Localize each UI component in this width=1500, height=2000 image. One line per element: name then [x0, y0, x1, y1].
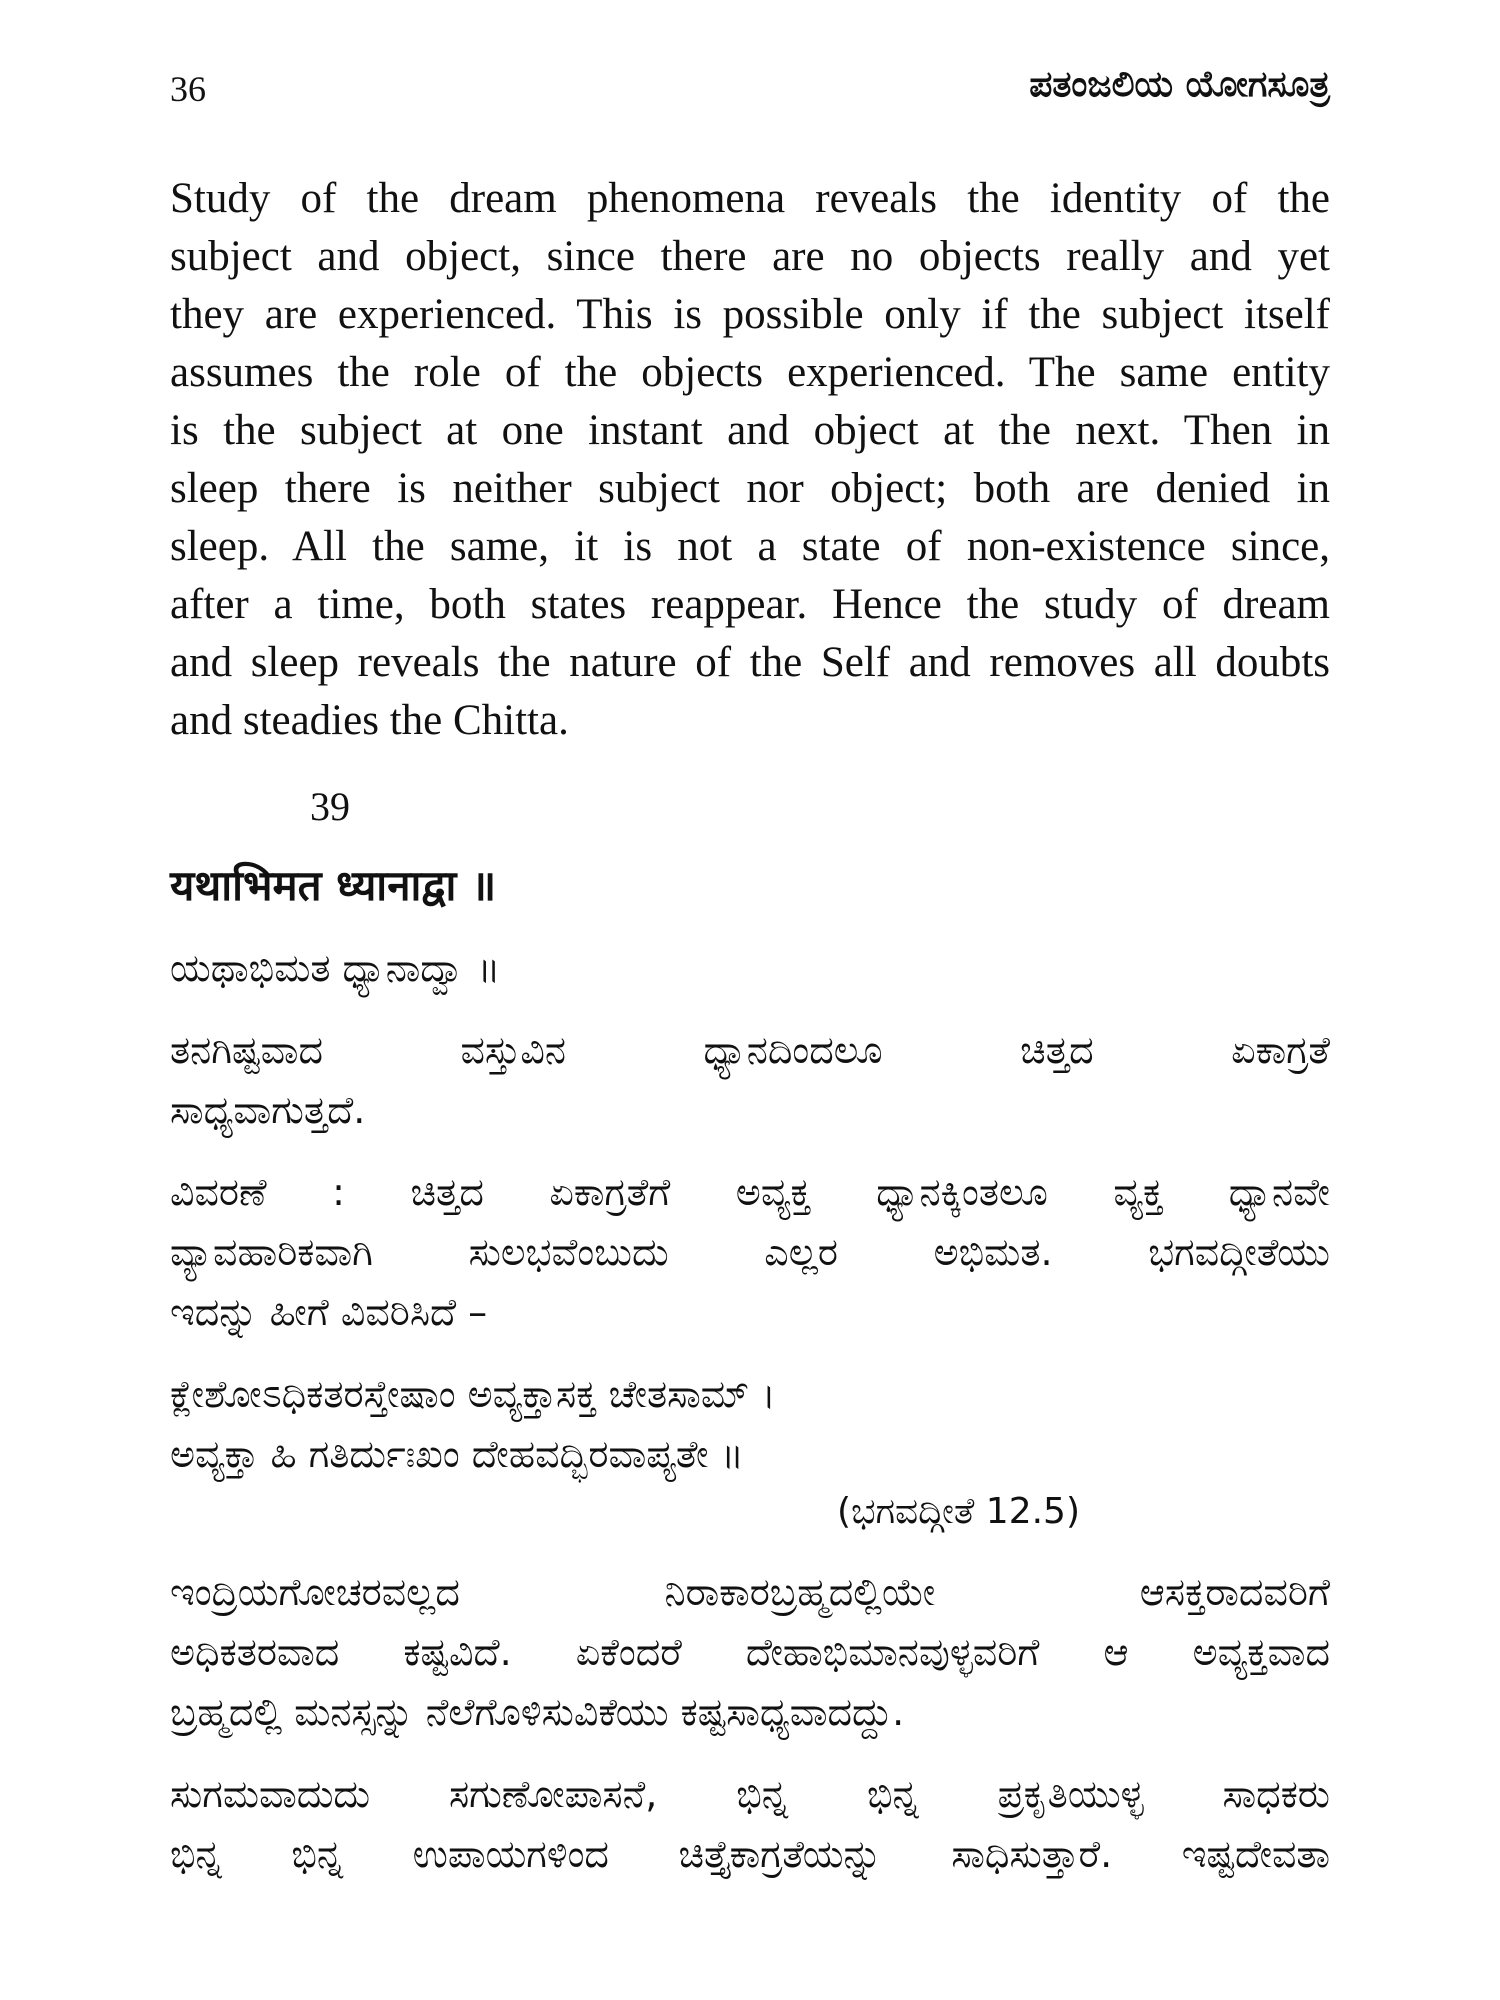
text-line: ತನಗಿಷ್ಟವಾದ ವಸ್ತುವಿನ ಧ್ಯಾನದಿಂದಲೂ ಚಿತ್ತದ ಏಕಾಗ್ರತೆ — [170, 1028, 1330, 1072]
text-line: sleep. All the same, it is not a state of non-existence since, — [170, 523, 1330, 570]
text-line: Study of the dream phenomena reveals the identity of the — [170, 175, 1330, 222]
text-line: ಬ್ರಹ್ಮದಲ್ಲಿ ಮನಸ್ಸನ್ನು ನೆಲೆಗೊಳಿಸುವಿಕೆಯು ಕಷ್ಟಸಾಧ್ಯವಾದದ್ದು. — [170, 1690, 905, 1734]
text-line: subject and object, since there are no objects really and yet — [170, 233, 1330, 280]
text-line: ಯಥಾಭಿಮತ ಧ್ಯಾನಾದ್ವಾ ॥ — [170, 946, 501, 990]
text-line: they are experienced. This is possible only if the subject itself — [170, 291, 1330, 338]
text-line: is the subject at one instant and object at the next. Then in — [170, 407, 1330, 454]
intro-paragraph — [170, 170, 1330, 750]
text-line: ಇದನ್ನು ಹೀಗೆ ವಿವರಿಸಿದೆ – — [170, 1290, 488, 1334]
text-line: ಸುಗಮವಾದುದು ಸಗುಣೋಪಾಸನೆ, ಭಿನ್ನ ಭಿನ್ನ ಪ್ರಕೃತಿಯುಳ್ಳ ಸಾಧಕರು — [170, 1772, 1330, 1816]
text-line: assumes the role of the objects experienced. The same entity — [170, 349, 1330, 396]
text-line: ವ್ಯಾವಹಾರಿಕವಾಗಿ ಸುಲಭವೆಂಬುದು ಎಲ್ಲರ ಅಭಿಮತ. ಭಗವದ್ಗೀತೆಯು — [170, 1230, 1330, 1274]
page-number: 36 — [170, 69, 206, 109]
sutra-number: 39 — [310, 784, 350, 829]
text-line: ವಿವರಣೆ : ಚಿತ್ತದ ಏಕಾಗ್ರತೆಗೆ ಅವ್ಯಕ್ತ ಧ್ಯಾನಕ್ಕಿಂತಲೂ ವ್ಯಕ್ತ ಧ್ಯಾನವೇ — [170, 1170, 1330, 1214]
running-title: ಪತಂಜಲಿಯ ಯೋಗಸೂತ್ರ — [1029, 64, 1330, 105]
verse-line: ಅವ್ಯಕ್ತಾ ಹಿ ಗತಿರ್ದುಃಖಂ ದೇಹವದ್ಭಿರವಾಪ್ಯತೇ ॥ — [170, 1432, 744, 1476]
text-line: ಸಾಧ್ಯವಾಗುತ್ತದೆ. — [170, 1088, 366, 1132]
verse-line: ಕ್ಲೇಶೋಽಧಿಕತರಸ್ತೇಷಾಂ ಅವ್ಯಕ್ತಾಸಕ್ತ ಚೇತಸಾಮ್ । — [170, 1372, 776, 1416]
paragraph-3 — [170, 1764, 1330, 1884]
sutra-meaning — [170, 1020, 1330, 1140]
text-line: sleep there is neither subject nor object; both are denied in — [170, 465, 1330, 512]
text-line: and sleep reveals the nature of the Self and removes all doubts — [170, 639, 1330, 686]
commentary-paragraph — [170, 1162, 1330, 1342]
text-line: ಅಧಿಕತರವಾದ ಕಷ್ಟವಿದೆ. ಏಕೆಂದರೆ ದೇಹಾಭಿಮಾನವುಳ್ಳವರಿಗೆ ಆ ಅವ್ಯಕ್ತವಾದ — [170, 1630, 1330, 1674]
text-line: and steadies the Chitta. — [170, 697, 569, 744]
text-line: after a time, both states reappear. Hence the study of dream — [170, 581, 1330, 628]
gita-verse — [170, 1364, 1330, 1484]
page-header — [170, 60, 1330, 130]
sutra-devanagari: यथाभिमत ध्यानाद्वा ॥ — [170, 861, 497, 910]
sutra-kannada — [170, 938, 1330, 998]
text-line: ಭಿನ್ನ ಭಿನ್ನ ಉಪಾಯಗಳಿಂದ ಚಿತ್ತೈಕಾಗ್ರತೆಯನ್ನು ಸಾಧಿಸುತ್ತಾರೆ. ಇಷ್ಟದೇವತಾ — [170, 1832, 1330, 1876]
book-page — [170, 60, 1330, 1884]
verse-citation: (ಭಗವದ್ಗೀತೆ 12.5) — [836, 1491, 1080, 1532]
text-line: ಇಂದ್ರಿಯಗೋಚರವಲ್ಲದ ನಿರಾಕಾರಬ್ರಹ್ಮದಲ್ಲಿಯೇ ಆಸಕ್ತರಾದವರಿಗೆ — [170, 1570, 1330, 1614]
paragraph-2 — [170, 1562, 1330, 1742]
